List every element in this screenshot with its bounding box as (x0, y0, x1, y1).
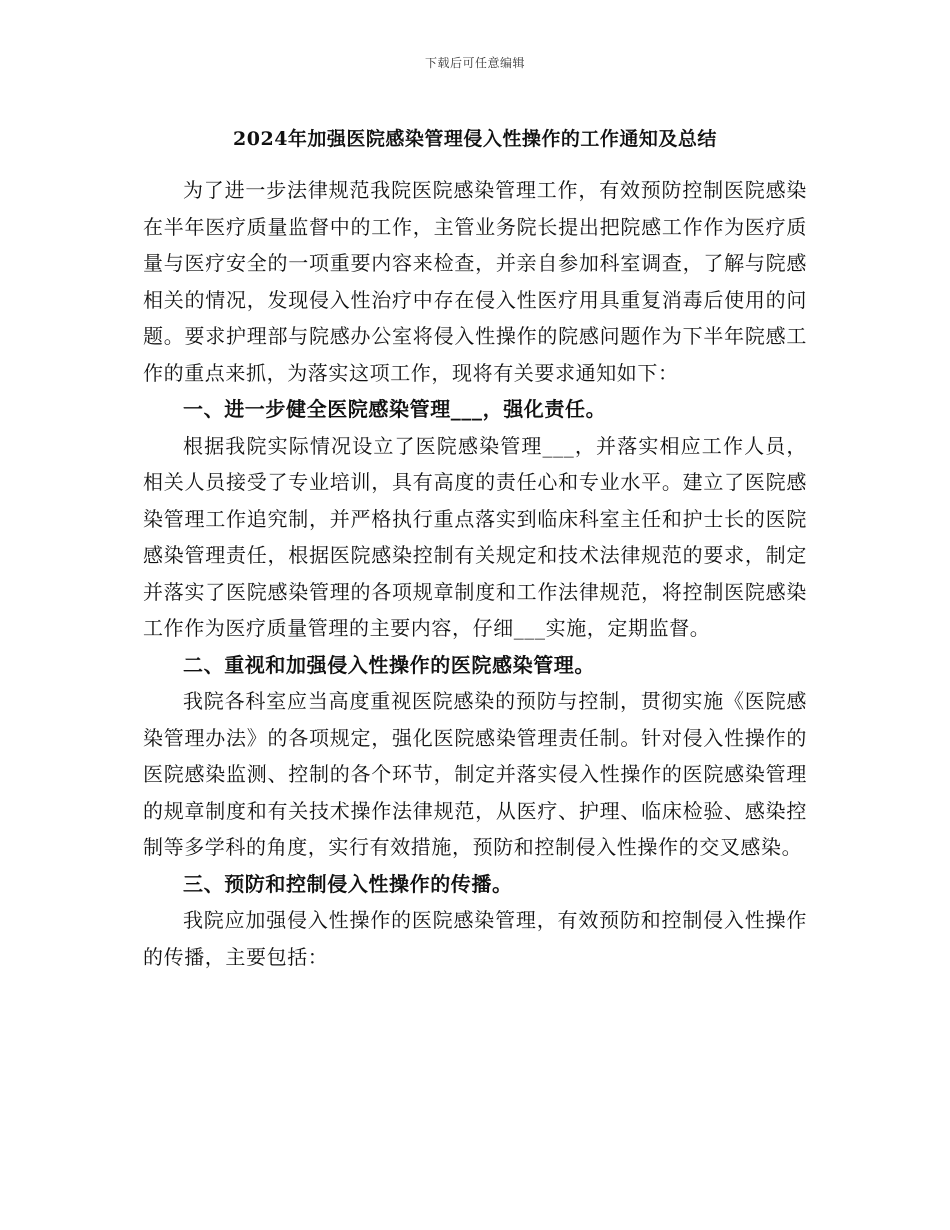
section-1-heading: 一、进一步健全医院感染管理___，强化责任。 (183, 397, 607, 421)
section-2-paragraph: 我院各科室应当高度重视医院感染的预防与控制，贯彻实施《医院感染管理办法》的各项规定，强化医院感染管理责任制。针对侵入性操作的医院感染监测、控制的各个环节，制定并落实侵入性操作的医院感染管理的规章制度和有关技术操作法律规范，从医疗、护理、临床检验、感染控制等多学科的角度，实行有效措施，预防和控制侵入性操作的交叉感染。 (143, 689, 807, 859)
intro-paragraph: 为了进一步法律规范我院医院感染管理工作，有效预防控制医院感染在半年医疗质量监督中的工作，主管业务院长提出把院感工作作为医疗质量与医疗安全的一项重要内容来检查，并亲自参加科室调查，了解与院感相关的情况，发现侵入性治疗中存在侵入性医疗用具重复消毒后使用的问题。要求护理部与院感办公室将侵入性操作的院感问题作为下半年院感工作的重点来抓，为落实这项工作，现将有关要求通知如下： (143, 178, 807, 385)
section-2-heading: 二、重视和加强侵入性操作的医院感染管理。 (183, 652, 595, 677)
section-3-paragraph: 我院应加强侵入性操作的医院感染管理，有效预防和控制侵入性操作的传播，主要包括： (143, 908, 807, 969)
document-title: 2024年加强医院感染管理侵入性操作的工作通知及总结 (233, 128, 717, 150)
document-body (143, 172, 807, 975)
section-1-paragraph: 根据我院实际情况设立了医院感染管理___，并落实相应工作人员，相关人员接受了专业培训，具有高度的责任心和专业水平。建立了医院感染管理工作追究制，并严格执行重点落实到临床科室主任和护士长的医院感染管理责任，根据医院感染控制有关规定和技术法律规范的要求，制定并落实了医院感染管理的各项规章制度和工作法律规范，将控制医院感染工作作为医疗质量管理的主要内容，仔细___实施，定期监督。 (143, 433, 807, 640)
section-3-heading: 三、预防和控制侵入性操作的传播。 (183, 871, 513, 896)
header-note: 下载后可任意编辑 (424, 56, 525, 70)
